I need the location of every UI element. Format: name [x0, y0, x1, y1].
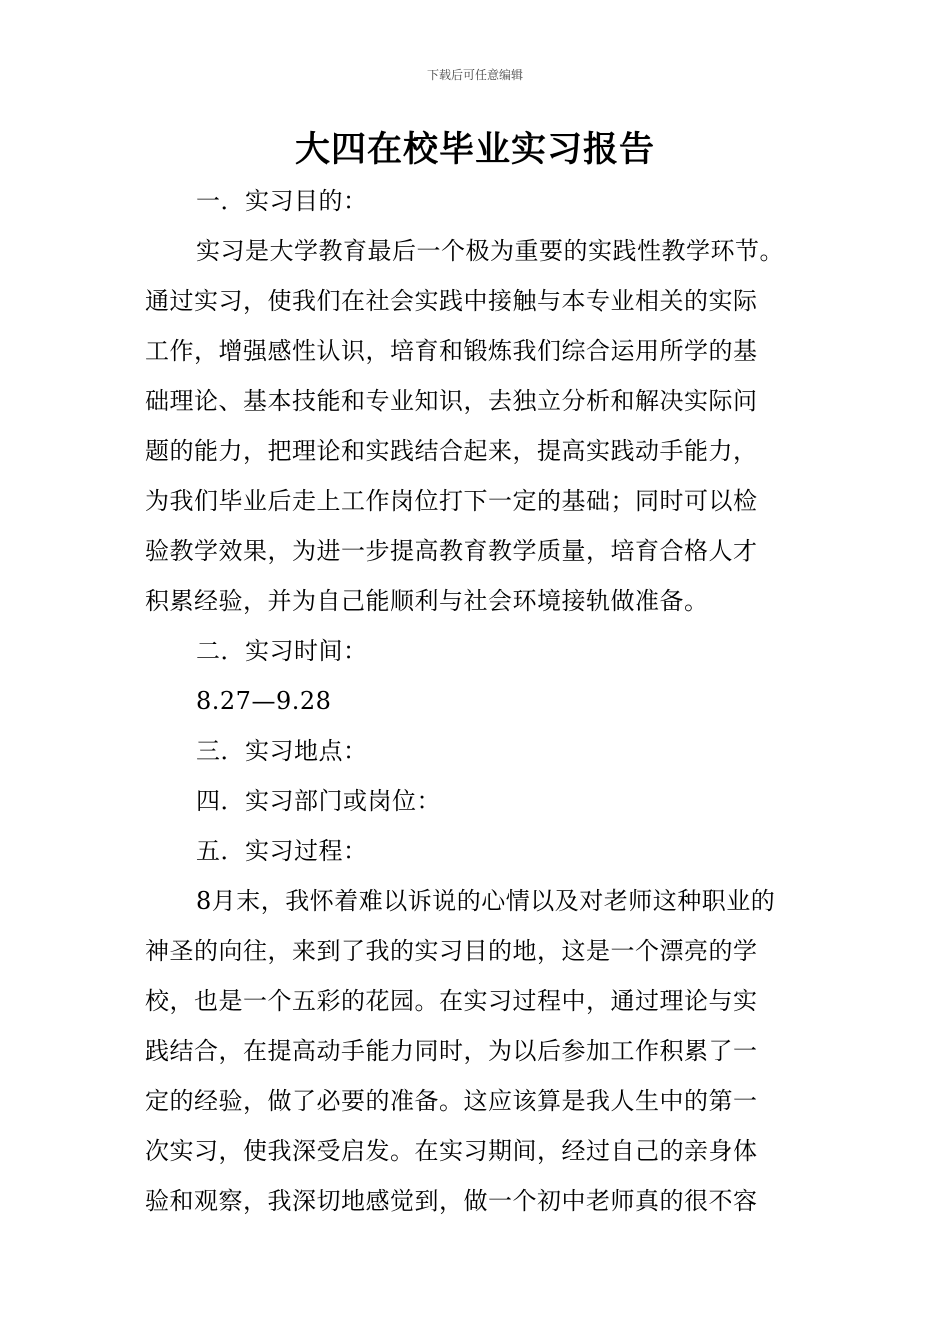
text-line: 8.27—9.28 — [196, 687, 332, 715]
document-body — [145, 176, 815, 1226]
page-header-note: 下载后可任意编辑 — [426, 68, 523, 82]
text-line: 积累经验，并为自己能顺利与社会环境接轨做准备。 — [145, 587, 709, 615]
text-line: 定的经验，做了必要的准备。这应该算是我人生中的第一 — [145, 1087, 758, 1115]
text-line: 神圣的向往，来到了我的实习目的地，这是一个漂亮的学 — [145, 937, 758, 965]
text-line: 工作，增强感性认识，培育和锻炼我们综合运用所学的基 — [145, 337, 758, 365]
text-line: 础理论、基本技能和专业知识，去独立分析和解决实际问 — [145, 387, 758, 415]
text-line: 五．实习过程： — [196, 837, 368, 865]
text-line: 验和观察，我深切地感觉到，做一个初中老师真的很不容 — [145, 1187, 758, 1215]
text-line: 一．实习目的： — [196, 187, 368, 215]
text-line: 通过实习，使我们在社会实践中接触与本专业相关的实际 — [145, 287, 758, 315]
text-line: 二．实习时间： — [196, 637, 368, 665]
text-line: 验教学效果，为进一步提高教育教学质量，培育合格人才 — [145, 537, 758, 565]
text-line: 四．实习部门或岗位： — [196, 787, 441, 815]
document-title: 大四在校毕业实习报告 — [294, 130, 655, 170]
text-line: 践结合，在提高动手能力同时，为以后参加工作积累了一 — [145, 1037, 758, 1065]
text-line: 次实习，使我深受启发。在实习期间，经过自己的亲身体 — [145, 1137, 758, 1165]
text-line: 题的能力，把理论和实践结合起来，提高实践动手能力， — [145, 437, 758, 465]
text-line: 实习是大学教育最后一个极为重要的实践性教学环节。 — [196, 237, 784, 265]
text-line: 校，也是一个五彩的花园。在实习过程中，通过理论与实 — [145, 987, 758, 1015]
text-line: 三．实习地点： — [196, 737, 368, 765]
text-line: 为我们毕业后走上工作岗位打下一定的基础；同时可以检 — [145, 487, 758, 515]
text-line: 8月末，我怀着难以诉说的心情以及对老师这种职业的 — [196, 887, 776, 915]
